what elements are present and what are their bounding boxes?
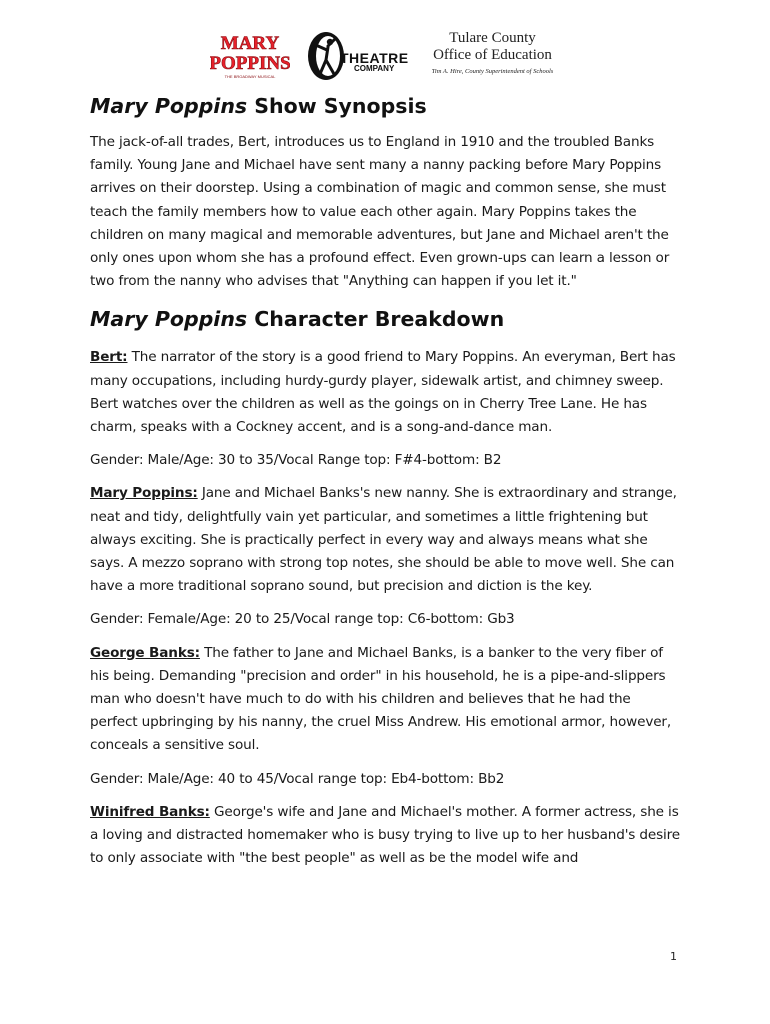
tcoe-logo-line3: Tim A. Hire, County Superintendent of Schools bbox=[431, 68, 554, 75]
theatre-company-logo bbox=[306, 30, 409, 84]
synopsis-heading-italic: Mary Poppins bbox=[90, 94, 248, 118]
theatre-company-word2: COMPANY bbox=[354, 64, 395, 73]
synopsis-paragraph: The jack-of-all trades, Bert, introduces us to England in 1910 and the troubled Banks family. Young Jane and Michael have sent many a nanny packing before Mary Poppins arrives on their doorstep. Using a combination of magic and common sense, she must teach the family members how to value each other again. Mary Poppins takes the children on many magical and memorable adventures, but Jane and Michael aren't the only ones upon whom she has a profound effect. Even grown-ups can learn a lesson or two from the nanny who advises that "Anything can happen if you let it." bbox=[90, 134, 670, 290]
character-name: George Banks: bbox=[90, 644, 200, 661]
header-logos bbox=[0, 30, 770, 86]
character-description: George's wife and Jane and Michael's mother. A former actress, she is a loving and distracted homemaker who is busy trying to live up to her husband's desire to only associate with "the best people" as well as be the model wife and bbox=[90, 803, 680, 867]
document-body bbox=[90, 94, 682, 880]
character-mary-poppins bbox=[90, 482, 682, 598]
synopsis-heading bbox=[90, 94, 682, 118]
breakdown-heading-italic: Mary Poppins bbox=[90, 307, 248, 332]
character-description: The narrator of the story is a good friend to Mary Poppins. An everyman, Bert has many occupations, including hurdy-gurdy player, sidewalk artist, and chimney sweep. Bert watches over the children as well as the goings on in Cherry Tree Lane. He has charm, speaks with a Cockney accent, and is a song-and-dance man. bbox=[90, 349, 676, 436]
character-name: Winifred Banks: bbox=[90, 803, 210, 820]
character-name: Mary Poppins: bbox=[90, 485, 198, 502]
character-bert bbox=[90, 346, 682, 439]
tcoe-logo-line2: Office of Education bbox=[433, 47, 552, 63]
mary-poppins-logo-line2: POPPINS bbox=[210, 53, 290, 74]
character-winifred-banks bbox=[90, 801, 682, 871]
theatre-company-word1: THEATRE bbox=[340, 50, 409, 66]
page-number: 1 bbox=[670, 950, 677, 963]
tcoe-logo-line1: Tulare County bbox=[449, 30, 536, 46]
mary-poppins-logo-line1: MARY bbox=[220, 33, 280, 54]
character-george-banks bbox=[90, 642, 682, 758]
tcoe-logo bbox=[420, 30, 565, 84]
synopsis-heading-rest: Show Synopsis bbox=[247, 94, 427, 118]
character-stats: Gender: Male/Age: 30 to 35/Vocal Range top: F#4-bottom: B2 bbox=[90, 452, 502, 469]
character-description: The father to Jane and Michael Banks, is a banker to the very fiber of his being. Demanding "precision and order" in his household, he is a pipe-and-slippers man who doesn't have much to do with his children and believes that he had the perfect upbringing by his nanny, the cruel Miss Andrew. His emotional armor, however, conceals a sensitive soul. bbox=[90, 644, 672, 754]
character-stats: Gender: Female/Age: 20 to 25/Vocal range top: C6-bottom: Gb3 bbox=[90, 611, 515, 628]
breakdown-heading bbox=[90, 307, 682, 331]
mary-poppins-logo-tagline: THE BROADWAY MUSICAL bbox=[224, 74, 276, 79]
character-stats: Gender: Male/Age: 40 to 45/Vocal range top: Eb4-bottom: Bb2 bbox=[90, 770, 505, 787]
breakdown-heading-rest: Character Breakdown bbox=[247, 307, 505, 332]
mary-poppins-logo bbox=[210, 30, 290, 84]
character-description: Jane and Michael Banks's new nanny. She is extraordinary and strange, neat and tidy, delightfully vain yet particular, and sometimes a little frightening but always exciting. She is practically perfect in every way and always means what she says. A mezzo soprano with strong top notes, she should be able to move well. She can have a more traditional soprano sound, but precision and diction is the key. bbox=[90, 485, 677, 595]
character-name: Bert: bbox=[90, 349, 128, 366]
